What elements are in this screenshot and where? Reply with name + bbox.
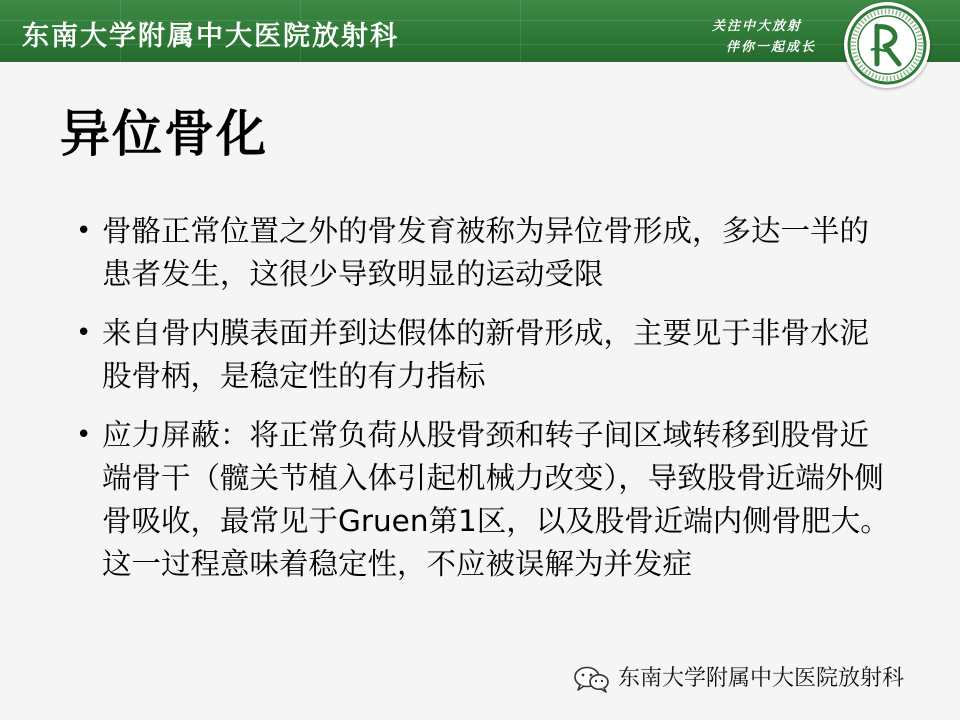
bullet-dot: • (76, 216, 92, 246)
bullet-text: 应力屏蔽：将正常负荷从股骨颈和转子间区域转移到股骨近端骨干（髋关节植入体引起机械力改变），导致股骨近端外侧骨吸收，最常见于Gruen第1区，以及股骨近端内侧骨肥大。这一过程意味着稳定性，不应被误解为并发症 (102, 418, 890, 581)
bullet-text: 来自骨内膜表面并到达假体的新骨形成，主要见于非骨水泥股骨柄，是稳定性的有力指标 (102, 316, 870, 393)
header-bar (0, 0, 960, 62)
bullet-dot: • (76, 420, 92, 450)
wechat-icon (572, 664, 612, 694)
hospital-radiology-logo (844, 2, 930, 88)
bullet-item (76, 414, 894, 586)
logo-graphic (844, 2, 930, 88)
bullet-item (76, 210, 894, 296)
footer-text: 东南大学附属中大医院放射科 (618, 666, 905, 691)
bullet-list (76, 210, 894, 602)
bullet-text: 骨骼正常位置之外的骨发育被称为异位骨形成，多达一半的患者发生，这很少导致明显的运动受限 (102, 214, 870, 291)
slide-title: 异位骨化 (60, 105, 268, 163)
bullet-dot: • (76, 318, 92, 348)
header-slogan-line2: 伴你一起成长 (726, 40, 817, 55)
bullet-item (76, 312, 894, 398)
header-title: 东南大学附属中大医院放射科 (22, 21, 399, 52)
header-texture-line (520, 0, 521, 62)
header-slogan-line1: 关注中大放射 (712, 19, 803, 34)
